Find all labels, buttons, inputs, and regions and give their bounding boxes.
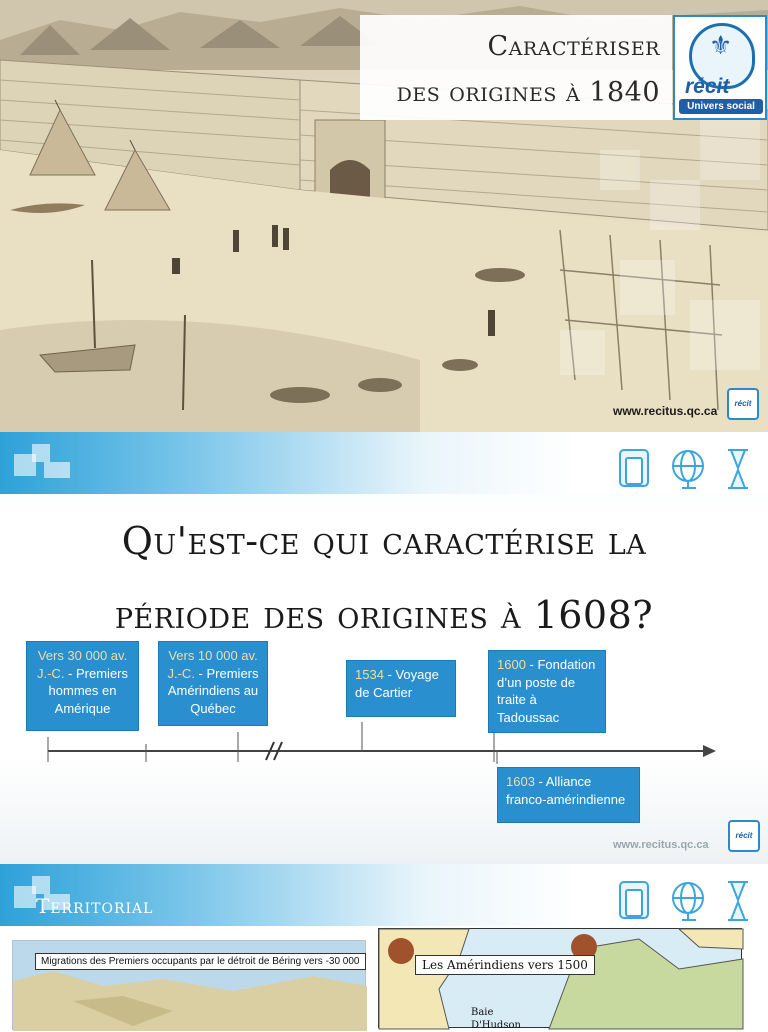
question-title [0, 504, 768, 652]
tablet-icon [620, 450, 648, 486]
event-text: - Premiers hommes en Amérique [49, 666, 128, 716]
timeline-event-5 [497, 767, 640, 823]
logo-subtitle: Univers social [679, 99, 763, 114]
map-caption: Les Amérindiens vers 1500 [415, 955, 595, 975]
timeline-event-1 [26, 641, 139, 731]
event-text: - Premiers Amérindiens au Québec [168, 666, 259, 716]
event-year: 1603 [506, 774, 535, 789]
event-year: 1600 [497, 657, 526, 672]
territorial-slide [0, 864, 768, 1024]
amerindians-1500-map [378, 928, 742, 1028]
bering-migration-map [12, 940, 366, 1030]
map-land [379, 929, 743, 1029]
hourglass-icon [728, 882, 748, 920]
globe-icon [673, 451, 703, 488]
map-caption: Migrations des Premiers occupants par le détroit de Béring vers -30 000 [35, 953, 366, 970]
question-line2: période des origines à 1608? [0, 578, 768, 652]
question-line1: Qu'est-ce qui caractérise la [0, 504, 768, 578]
map-label-hudson-bay [471, 1007, 521, 1032]
event-text: - Alliance franco-amérindienne [506, 774, 625, 807]
section-title: Territorial [36, 894, 153, 918]
title-box [360, 15, 672, 120]
event-text: - Voyage de Cartier [355, 667, 439, 700]
mini-recit-logo: récit [728, 820, 760, 852]
recit-logo [673, 15, 767, 120]
title-slide [0, 0, 768, 432]
event-year: 1534 [355, 667, 384, 682]
slide-title-line2: des origines à 1840 [397, 77, 660, 108]
site-url[interactable]: www.recitus.qc.ca [613, 839, 709, 851]
tablet-icon [620, 882, 648, 918]
label-line: Baie [471, 1007, 521, 1020]
header-icons [616, 446, 756, 492]
event-year: Vers 30 000 av. J.-C. [37, 648, 127, 681]
slide-title-line1: Caractériser [488, 31, 661, 62]
timeline-slide [0, 432, 768, 864]
header-icons [616, 878, 756, 924]
label-line: D'Hudson [471, 1020, 521, 1032]
event-year: Vers 10 000 av. J.-C. [167, 648, 257, 681]
timeline-event-2 [158, 641, 268, 726]
logo-brand: récit [685, 75, 729, 99]
event-text: - Fondation d’un poste de traite à Tadoussac [497, 657, 595, 725]
globe-icon [673, 883, 703, 920]
mini-recit-logo: récit [727, 388, 759, 420]
decorative-squares [14, 444, 74, 484]
timeline-event-3 [346, 660, 456, 717]
hourglass-icon [728, 450, 748, 488]
timeline-event-4 [488, 650, 606, 733]
site-url[interactable]: www.recitus.qc.ca [613, 404, 717, 418]
fleur-de-lys-icon: ⚜ [709, 31, 732, 61]
